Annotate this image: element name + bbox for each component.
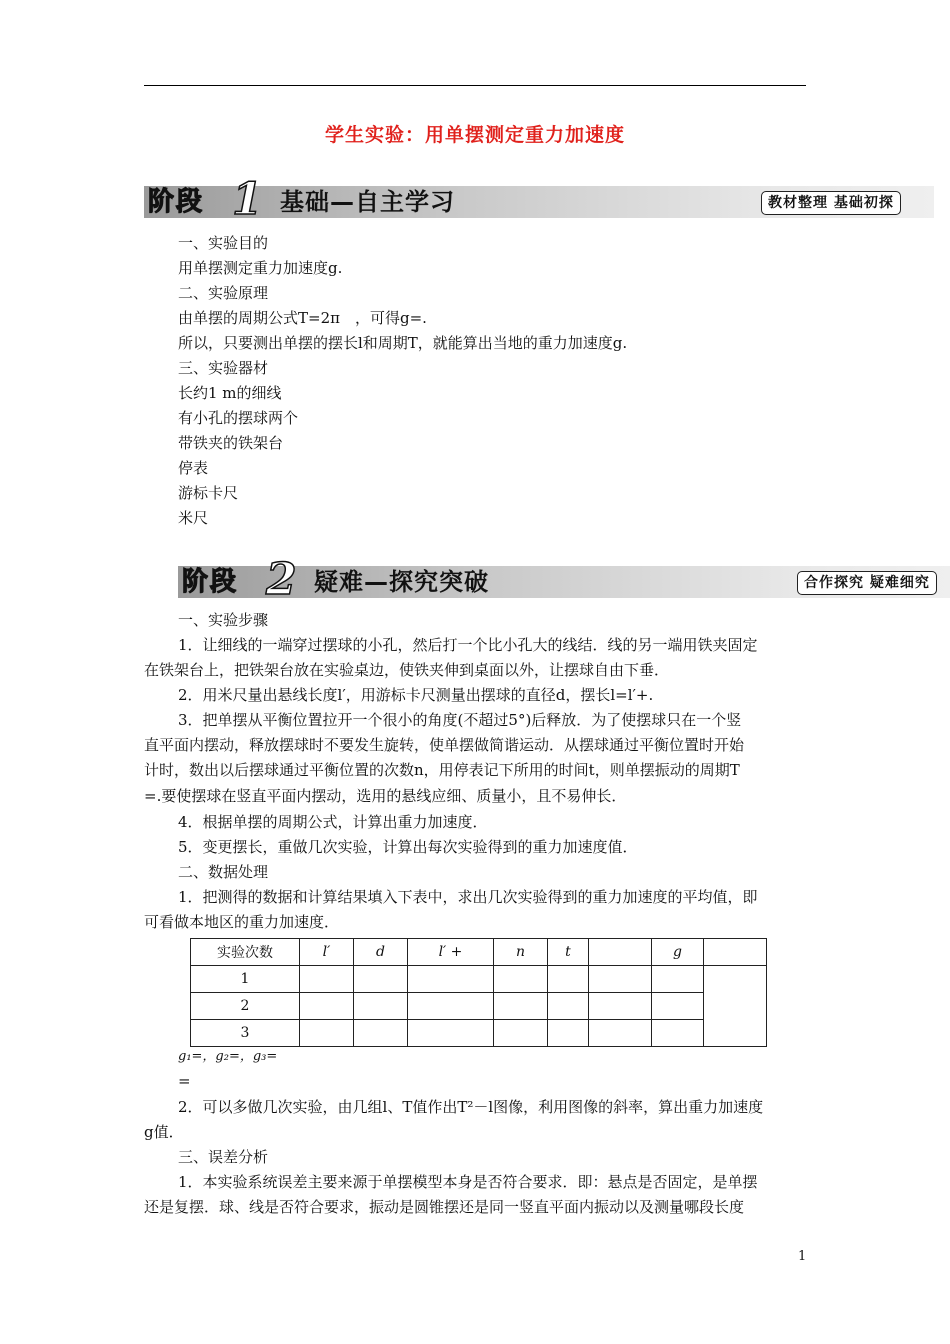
table-cell <box>354 993 408 1020</box>
table-cell: 1 <box>191 966 300 993</box>
text-line: 可看做本地区的重力加速度． <box>144 913 340 931</box>
page-title: 学生实验：用单摆测定重力加速度 <box>324 124 625 146</box>
text-line: 三、误差分析 <box>178 1148 269 1166</box>
stage2-banner <box>178 554 950 605</box>
header-rule <box>144 85 806 86</box>
stage1-number: 1 <box>232 174 263 225</box>
table-header-cell: g <box>652 939 704 966</box>
text-line: =.要使摆球在竖直平面内摆动，选用的悬线应细、质量小，且不易伸长． <box>144 787 627 805</box>
table-row <box>191 993 767 1020</box>
table-cell <box>408 1020 494 1047</box>
table-cell <box>408 966 494 993</box>
text-line: 1．本实验系统误差主要来源于单摆模型本身是否符合要求．即：悬点是否固定，是单摆 <box>178 1173 758 1191</box>
text-line: 三、实验器材 <box>178 359 269 377</box>
text-line: 计时，数出以后摆球通过平衡位置的次数n，用停表记下所用的时间t，则单摆振动的周期T <box>144 761 740 779</box>
text-line: 有小孔的摆球两个 <box>178 409 299 427</box>
text-line: 二、实验原理 <box>178 284 269 302</box>
text-line: 米尺 <box>178 509 209 527</box>
table-header-row <box>191 939 767 966</box>
table-cell <box>408 993 494 1020</box>
text-line: 一、实验目的 <box>178 234 269 252</box>
text-line: 还是复摆．球、线是否符合要求，振动是圆锥摆还是同一竖直平面内振动以及测量哪段长度 <box>144 1198 745 1216</box>
stage1-badge: 阶段 <box>148 187 205 217</box>
text-line: 1．让细线的一端穿过摆球的小孔，然后打一个比小孔大的线结．线的另一端用铁夹固定 <box>178 636 758 654</box>
text-line: 直平面内摆动，释放摆球时不要发生旋转，使单摆做简谐运动．从摆球通过平衡位置时开始 <box>144 736 745 754</box>
text-line: 用单摆测定重力加速度g. <box>178 259 343 277</box>
table-cell-merged <box>704 966 767 1047</box>
table-row <box>191 1020 767 1047</box>
table-cell <box>548 1020 589 1047</box>
table-header-cell <box>589 939 652 966</box>
table-cell <box>548 993 589 1020</box>
table-cell <box>494 1020 548 1047</box>
text-line: 2．用米尺量出悬线长度l′，用游标卡尺测量出摆球的直径d，摆长l=l′+. <box>178 686 654 704</box>
stage2-badge: 阶段 <box>182 567 239 597</box>
stage2-number: 2 <box>266 554 297 605</box>
text-line: 长约1 m的细线 <box>178 384 282 402</box>
table-cell: 2 <box>191 993 300 1020</box>
table-row <box>191 966 767 993</box>
table-header-cell: d <box>354 939 408 966</box>
text-line: 二、数据处理 <box>178 863 269 881</box>
table-cell <box>652 1020 704 1047</box>
text-line: 由单摆的周期公式T=2π ，可得g=. <box>178 309 427 327</box>
table-cell <box>652 966 704 993</box>
table-cell <box>354 1020 408 1047</box>
table-header-cell: 实验次数 <box>191 939 300 966</box>
table-cell <box>494 993 548 1020</box>
table-cell <box>354 966 408 993</box>
table-header-cell: l′ <box>300 939 354 966</box>
text-line: 带铁夹的铁架台 <box>178 434 284 452</box>
table-cell <box>494 966 548 993</box>
table-cell: 3 <box>191 1020 300 1047</box>
table-header-cell <box>704 939 767 966</box>
data-table <box>190 938 767 1047</box>
text-line: 一、实验步骤 <box>178 611 269 629</box>
text-line: 在铁架台上，把铁架台放在实验桌边，使铁夹伸到桌面以外，让摆球自由下垂． <box>144 661 670 679</box>
table-cell <box>589 966 652 993</box>
table-cell <box>300 1020 354 1047</box>
stage1-banner <box>144 174 934 225</box>
page-number: 1 <box>798 1249 807 1264</box>
table-cell <box>300 993 354 1020</box>
text-line: 停表 <box>178 459 209 477</box>
stage1-label: 基础—自主学习 <box>280 188 455 216</box>
average-line: = <box>178 1072 191 1090</box>
text-line: 4．根据单摆的周期公式，计算出重力加速度． <box>178 813 488 831</box>
table-cell <box>300 966 354 993</box>
table-cell <box>548 966 589 993</box>
table-header-cell: l′ + <box>408 939 494 966</box>
text-line: 2．可以多做几次实验，由几组l、T值作出T²－l图像，利用图像的斜率，算出重力加速度 <box>178 1098 764 1116</box>
text-line: 游标卡尺 <box>178 484 239 502</box>
text-line: g值． <box>144 1123 184 1141</box>
text-line: 1．把测得的数据和计算结果填入下表中，求出几次实验得到的重力加速度的平均值，即 <box>178 888 758 906</box>
text-line: 所以，只要测出单摆的摆长l和周期T，就能算出当地的重力加速度g. <box>178 334 628 352</box>
table-cell <box>589 993 652 1020</box>
table-header-cell: t <box>548 939 589 966</box>
stage2-label: 疑难—探究突破 <box>314 568 489 596</box>
stage1-tag: 教材整理 基础初探 <box>761 191 901 215</box>
table-cell <box>652 993 704 1020</box>
table-cell <box>589 1020 652 1047</box>
text-line: 3．把单摆从平衡位置拉开一个很小的角度(不超过5°)后释放．为了使摆球只在一个竖 <box>178 711 742 729</box>
table-header-cell: n <box>494 939 548 966</box>
g-values-line: g₁=，g₂=，g₃= <box>178 1049 278 1064</box>
text-line: 5．变更摆长，重做几次实验，计算出每次实验得到的重力加速度值． <box>178 838 638 856</box>
stage2-tag: 合作探究 疑难细究 <box>797 571 937 595</box>
